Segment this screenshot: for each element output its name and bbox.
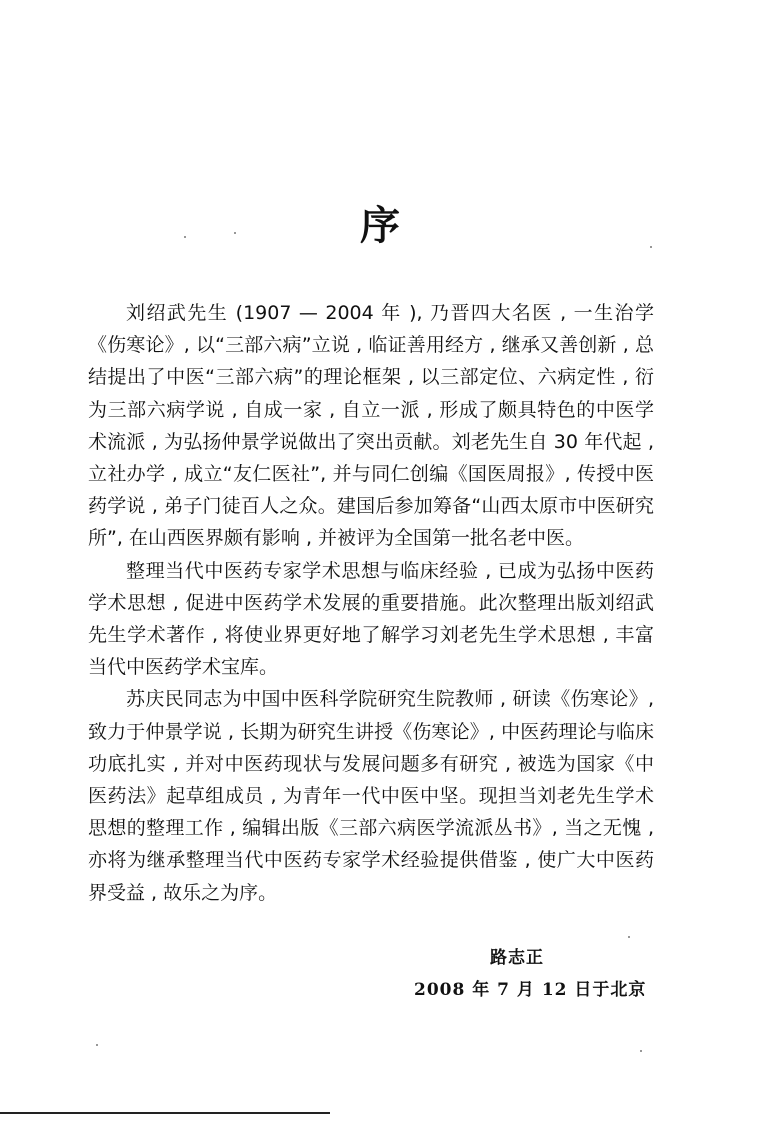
- paragraph-3: 苏庆民同志为中国中医科学院研究生院教师 , 研读《伤寒论》, 致力于仲景学说 , 长期为研究生讲授《伤寒论》, 中医药理论与临床功底扎实 , 并对中医药现状与发展问题多有研究 , 被选为国家《中医药法》起草组成员 , 为青年一代中医中坚。现担当刘老先生学术思想的整理工作 , 编辑出版《三部六病医学流派丛书》, 当之无愧 , 亦将为继承整理当代中医药专家学术经验提供借鉴 , 使广大中医药界受益 , 故乐之为序。: [88, 688, 654, 904]
- scan-speck: [650, 246, 652, 248]
- scan-speck: [640, 1050, 642, 1052]
- scan-speck: [96, 1044, 98, 1046]
- scan-speck: [628, 936, 630, 938]
- paragraph-2: 整理当代中医药专家学术思想与临床经验 , 已成为弘扬中医药学术思想 , 促进中医药学术发展的重要措施。此次整理出版刘绍武先生学术著作 , 将使业界更好地了解学习刘老先生学术思想 , 丰富当代中医药学术宝库。: [88, 559, 654, 679]
- paragraph-1: 刘绍武先生 (1907 — 2004 年 ), 乃晋四大名医 , 一生治学《伤寒论》, 以“三部六病”立说 , 临证善用经方 , 继承又善创新 , 总结提出了中医“三部六病”的理论框架 , 以三部定位、六病定性 , 衍为三部六病学说 , 自成一家 , 自立一派 , 形成了颇具特色的中医学术流派 , 为弘扬仲景学说做出了突出贡献。刘老先生自 30 年代起 , 立社办学 , 成立“友仁医社”, 并与同仁创编《国医周报》, 传授中医药学说 , 弟子门徒百人之众。建国后参加筹备“山西太原市中医研究所”, 在山西医界颇有影响 , 并被评为全国第一批名老中医。: [88, 302, 654, 550]
- signature-author: 路志正: [490, 948, 544, 968]
- page-title: 序: [360, 203, 400, 249]
- scan-speck: [234, 232, 236, 234]
- signature-date-place: 2008 年 7 月 12 日于北京: [414, 980, 647, 1000]
- scan-speck: [184, 236, 186, 238]
- bottom-rule: [0, 1112, 330, 1114]
- preface-body: [88, 297, 654, 909]
